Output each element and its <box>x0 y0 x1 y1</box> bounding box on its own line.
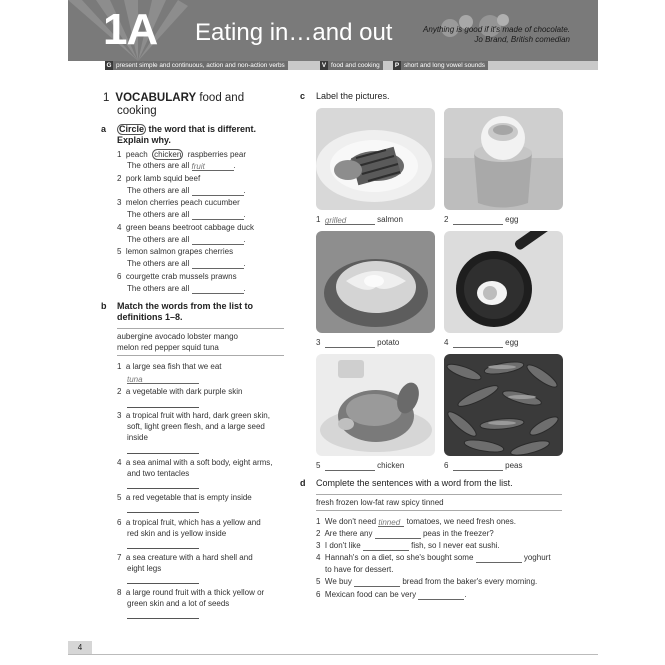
photo-baked-potato <box>316 231 435 333</box>
answer-line-5[interactable] <box>127 512 199 513</box>
part-b-item-3: 3 a tropical fruit with hard, dark green skin, <box>117 411 270 420</box>
part-a-instruction: a Circle the word that is different. <box>101 124 257 134</box>
part-a-others-2: The others are all . <box>127 186 246 195</box>
d-list-rule-bottom <box>316 510 562 511</box>
part-d-item-4-line2: to have for dessert. <box>325 565 394 574</box>
part-b-item-4: 4 a sea animal with a soft body, eight arms, <box>117 458 273 467</box>
part-d-item-3: 3 I don't like fish, so I never eat sushi. <box>316 541 500 550</box>
answer-line-4[interactable] <box>127 488 199 489</box>
answer-line-6[interactable] <box>127 548 199 549</box>
part-d-word-list: fresh frozen low-fat raw spicy tinned <box>316 498 444 507</box>
salmon-picture <box>316 108 435 210</box>
part-b-word-list-2: melon red pepper squid tuna <box>117 343 219 352</box>
word-list-rule-top <box>117 328 284 329</box>
part-b-instruction-line2: definitions 1–8. <box>117 312 183 322</box>
answer-line-8[interactable] <box>127 618 199 619</box>
tag-vocabulary: V food and cooking <box>320 61 383 70</box>
part-d-item-4: 4 Hannah's on a diet, so she's bought some yoghurt <box>316 553 551 562</box>
part-a-item-3: 3 melon cherries peach cucumber <box>117 198 240 207</box>
photo-fried-egg <box>444 231 563 333</box>
part-b-word-list-1: aubergine avocado lobster mango <box>117 332 238 341</box>
answer-line-3[interactable] <box>127 453 199 454</box>
caption-1: 1 grilled salmon <box>316 215 403 225</box>
part-b-item-2: 2 a vegetable with dark purple skin <box>117 387 243 396</box>
part-c-instruction: c Label the pictures. <box>300 91 390 101</box>
quote-author: Jo Brand, British comedian <box>474 35 570 44</box>
part-a-item-6: 6 courgette crab mussels prawns <box>117 272 237 281</box>
part-a-others-5: The others are all . <box>127 259 246 268</box>
photo-peas <box>444 354 563 456</box>
unit-header <box>68 0 598 61</box>
page-number: 4 <box>68 641 92 654</box>
part-b-item-1: 1 a large sea fish that we eat <box>117 362 222 371</box>
part-b-instruction: b Match the words from the list to <box>101 301 254 311</box>
boiled-egg-picture <box>444 108 563 210</box>
part-b-item-5: 5 a red vegetable that is empty inside <box>117 493 252 502</box>
answer-fruit: fruit <box>191 162 205 171</box>
caption-2: 2 egg <box>444 215 519 224</box>
part-a-item-1: 1 peach chicken raspberries pear <box>117 150 246 159</box>
answer-line-7[interactable] <box>127 583 199 584</box>
part-a-others-4: The others are all . <box>127 235 246 244</box>
section-heading: 1 VOCABULARY food and <box>103 92 245 104</box>
part-b-item-6: 6 a tropical fruit, which has a yellow and <box>117 518 261 527</box>
part-a-instruction-line2: Explain why. <box>117 135 171 145</box>
photo-roast-chicken <box>316 354 435 456</box>
part-b-item-4-line2: and two tentacles <box>127 469 190 478</box>
part-b-item-3-line3: inside <box>127 433 148 442</box>
part-a-others-1: The others are all fruit . <box>127 161 236 171</box>
peas-picture <box>444 354 563 456</box>
part-b-item-6-line2: red skin and is yellow inside <box>127 529 227 538</box>
part-d-item-5: 5 We buy bread from the baker's every morning. <box>316 577 538 586</box>
part-d-instruction: d Complete the sentences with a word from the list. <box>300 478 513 488</box>
part-a-item-5: 5 lemon salmon grapes cherries <box>117 247 234 256</box>
part-a-item-4: 4 green beans beetroot cabbage duck <box>117 223 255 232</box>
tag-grammar: G present simple and continuous, action and non-action verbs <box>105 61 288 70</box>
word-list-rule-bottom <box>117 355 284 356</box>
photo-boiled-egg <box>444 108 563 210</box>
part-b-item-8: 8 a large round fruit with a thick yellow or <box>117 588 265 597</box>
part-a-others-6: The others are all . <box>127 284 246 293</box>
quote-text: Anything is good if it's made of chocolate. <box>423 25 570 34</box>
part-d-item-1: 1 We don't need tinned tomatoes, we need fresh ones. <box>316 517 516 527</box>
unit-title: Eating in…and out <box>195 19 393 46</box>
part-b-answer-1: tuna <box>127 374 199 384</box>
caption-4: 4 egg <box>444 338 519 347</box>
tag-pronunciation: P short and long vowel sounds <box>393 61 488 70</box>
answer-line-2[interactable] <box>127 407 199 408</box>
caption-3: 3 potato <box>316 338 400 347</box>
unit-number: 1A <box>103 5 158 54</box>
part-a-others-3: The others are all . <box>127 210 246 219</box>
roast-chicken-picture <box>316 354 435 456</box>
part-d-item-6: 6 Mexican food can be very . <box>316 590 467 599</box>
header-quote <box>423 25 570 45</box>
d-list-rule-top <box>316 494 562 495</box>
circled-answer: chicken <box>154 150 182 159</box>
photo-grilled-salmon <box>316 108 435 210</box>
part-d-item-2: 2 Are there any peas in the freezer? <box>316 529 494 538</box>
part-b-item-7-line2: eight legs <box>127 564 162 573</box>
section-heading-line2: cooking <box>117 105 157 117</box>
caption-6: 6 peas <box>444 461 523 470</box>
part-a-item-2: 2 pork lamb squid beef <box>117 174 201 183</box>
part-b-item-7: 7 a sea creature with a hard shell and <box>117 553 253 562</box>
fried-egg-picture <box>444 231 563 333</box>
page-footer-line <box>68 654 598 655</box>
part-b-item-3-line2: soft, light green flesh, and a large seed <box>127 422 265 431</box>
part-b-item-8-line2: green skin and a lot of seeds <box>127 599 230 608</box>
baked-potato-picture <box>316 231 435 333</box>
caption-5: 5 chicken <box>316 461 405 470</box>
